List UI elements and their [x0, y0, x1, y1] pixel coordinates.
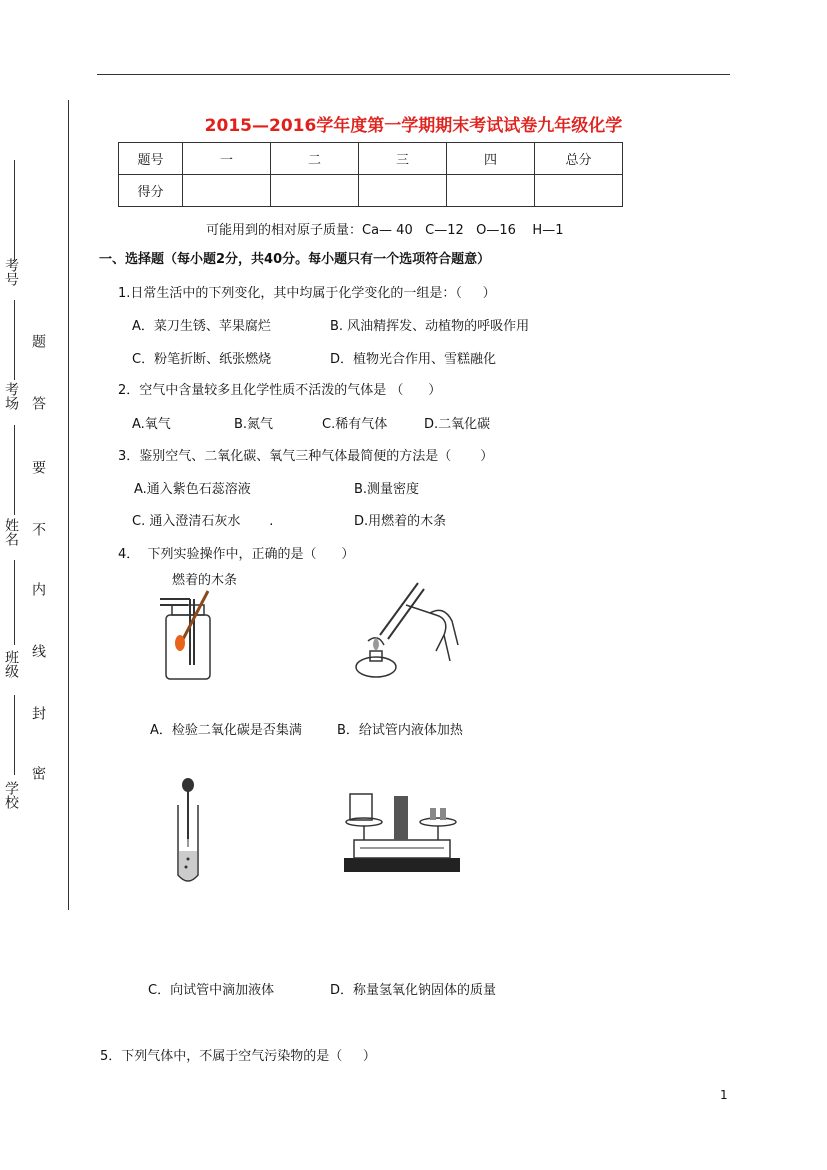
q1-option-a: A．菜刀生锈、苹果腐烂 [132, 319, 271, 334]
score-table-score-row [119, 175, 623, 207]
q2-option-d: D.二氧化碳 [424, 417, 491, 432]
banji-blank-line [14, 560, 15, 645]
q2-stem: 2．空气中含量较多且化学性质不活泼的气体是 （ ） [118, 383, 442, 398]
warning-char-8: 密 [30, 766, 46, 780]
header-cell: 题号 [119, 143, 183, 175]
binding-margin-rule [68, 100, 69, 910]
figure-b-heating-tube [340, 575, 470, 695]
field-xuexiao: 学校 [3, 781, 19, 809]
q3-option-a: A.通入紫色石蕊溶液 [134, 482, 251, 497]
score-blank-cell[interactable] [535, 175, 623, 207]
q4-option-d: D．称量氢氧化钠固体的质量 [330, 983, 497, 998]
page-number: 1 [720, 1088, 728, 1102]
warning-char-2: 答 [30, 396, 46, 410]
q3-option-d: D.用燃着的木条 [354, 514, 447, 529]
xuexiao-blank-line [14, 695, 15, 775]
score-table [118, 142, 623, 207]
q4-option-b: B．给试管内液体加热 [337, 723, 463, 738]
header-cell: 三 [359, 143, 447, 175]
score-table-header-row [119, 143, 623, 175]
q2-option-a: A.氧气 [132, 417, 171, 432]
q2-option-b: B.氮气 [234, 417, 274, 432]
figure-c-dropper-tube [170, 775, 210, 890]
q1-option-b: B. 风油精挥发、动植物的呼吸作用 [330, 319, 530, 334]
warning-char-1: 题 [30, 334, 46, 348]
top-rule [97, 74, 730, 75]
q3-option-b: B.测量密度 [354, 482, 420, 497]
warning-char-3: 要 [30, 460, 46, 474]
header-cell: 二 [271, 143, 359, 175]
q4-figure-a-label: 燃着的木条 [172, 573, 238, 588]
q1-option-c: C．粉笔折断、纸张燃烧 [132, 352, 272, 367]
field-kaohao: 考号 [3, 258, 19, 286]
field-xingming: 姓名 [3, 518, 19, 546]
warning-char-6: 线 [30, 644, 46, 658]
q3-stem: 3．鉴别空气、二氧化碳、氧气三种气体最简便的方法是（ ） [118, 449, 494, 464]
field-kaochang: 考场 [3, 382, 19, 410]
kaohao-blank-line [14, 160, 15, 260]
score-blank-cell[interactable] [271, 175, 359, 207]
warning-char-7: 封 [30, 706, 46, 720]
score-blank-cell[interactable] [447, 175, 535, 207]
atomic-masses: 可能用到的相对原子质量：Ca— 40 C—12 O—16 H—1 [206, 223, 564, 238]
header-cell: 一 [183, 143, 271, 175]
figure-a-gas-jar [150, 585, 250, 685]
warning-char-5: 内 [30, 582, 46, 596]
score-blank-cell[interactable] [183, 175, 271, 207]
q2-option-c: C.稀有气体 [322, 417, 388, 432]
xingming-blank-line [14, 425, 15, 515]
q4-option-a: A．检验二氧化碳是否集满 [150, 723, 302, 738]
header-cell: 四 [447, 143, 535, 175]
q3-option-c: C. 通入澄清石灰水 . [132, 514, 274, 529]
field-banji: 班级 [3, 650, 19, 678]
score-row-label: 得分 [119, 175, 183, 207]
figure-d-balance [340, 778, 464, 878]
kaochang-blank-line [14, 300, 15, 380]
q1-option-d: D．植物光合作用、雪糕融化 [330, 352, 497, 367]
q4-stem: 4． 下列实验操作中，正确的是（ ） [118, 547, 355, 562]
q1-stem: 1.日常生活中的下列变化，其中均属于化学变化的一组是：（ ） [118, 286, 496, 301]
score-blank-cell[interactable] [359, 175, 447, 207]
exam-title: 2015—2016学年度第一学期期末考试试卷九年级化学 [204, 116, 623, 136]
warning-char-4: 不 [30, 522, 46, 536]
q5-stem: 5．下列气体中，不属于空气污染物的是（ ） [100, 1049, 376, 1064]
section1-title: 一、选择题（每小题2分，共40分。每小题只有一个选项符合题意） [99, 252, 491, 267]
q4-option-c: C．向试管中滴加液体 [148, 983, 275, 998]
header-cell: 总分 [535, 143, 623, 175]
